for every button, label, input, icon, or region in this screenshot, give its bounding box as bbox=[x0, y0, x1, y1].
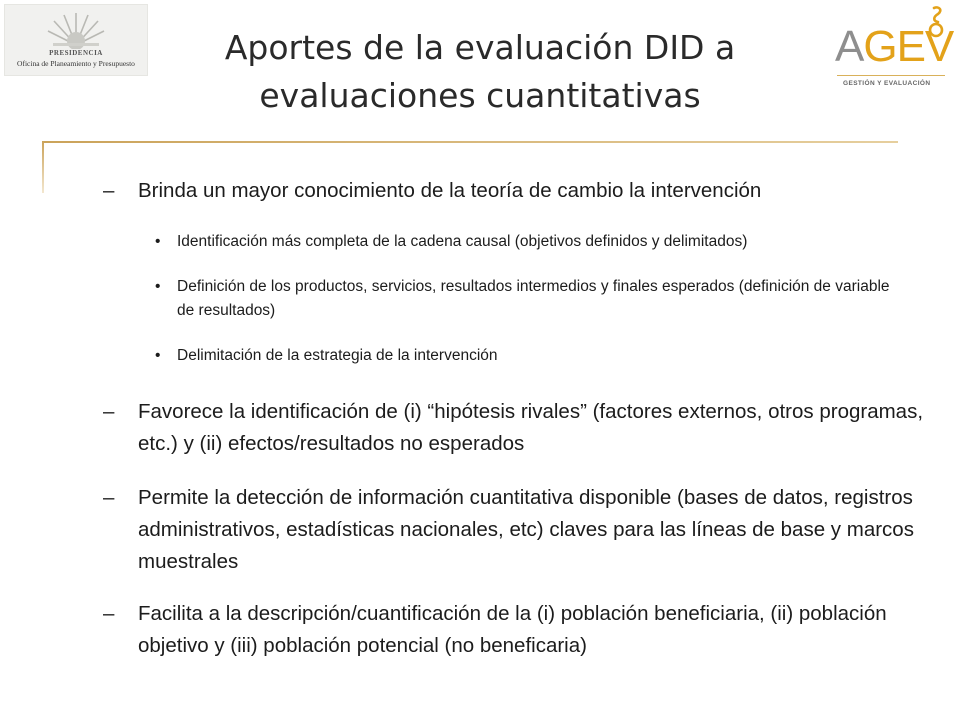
org-subtitle: Oficina de Planeamiento y Presupuesto bbox=[17, 59, 135, 68]
bullet-text: Permite la detección de información cuantitativa disponible (bases de datos, registros administrativos, estadísticas nacionales, etc) claves para las líneas de base y marcos muestrales bbox=[138, 486, 914, 573]
title-line-2: evaluaciones cuantitativas bbox=[259, 76, 701, 115]
dash-marker: – bbox=[103, 486, 115, 509]
accent-rule-vertical bbox=[42, 141, 44, 193]
accent-rule bbox=[42, 141, 898, 143]
dash-marker: – bbox=[103, 400, 115, 423]
bullet-dot: • bbox=[155, 233, 161, 250]
brand-rule bbox=[837, 75, 945, 76]
sub-bullet-text: Definición de los productos, servicios, resultados intermedios y finales esperados (definición de variable de resultados) bbox=[177, 278, 890, 319]
brand-a: A bbox=[835, 22, 864, 71]
title-line-1: Aportes de la evaluación DID a bbox=[224, 28, 736, 67]
bullet-text: Favorece la identificación de (i) “hipótesis rivales” (factores externos, otros programas, etc.) y (ii) efectos/resultados no esperados bbox=[138, 400, 924, 455]
bullet-dot: • bbox=[155, 347, 161, 364]
bullet-text: Brinda un mayor conocimiento de la teoría de cambio la intervención bbox=[138, 179, 762, 202]
sub-bullet-text: Identificación más completa de la cadena causal (objetivos definidos y delimitados) bbox=[177, 233, 748, 250]
sub-bullet-text: Delimitación de la estrategia de la intervención bbox=[177, 347, 498, 364]
bullet-text: Facilita a la descripción/cuantificación de la (i) población beneficiaria, (ii) población objetivo y (iii) población potencial (no beneficaria) bbox=[138, 602, 887, 657]
bullet-dot: • bbox=[155, 278, 161, 295]
slide-title bbox=[150, 24, 810, 120]
sun-emblem-icon bbox=[45, 9, 107, 49]
brand-gev: GEV bbox=[863, 22, 954, 71]
agev-brand bbox=[835, 22, 953, 72]
org-name: PRESIDENCIA bbox=[49, 49, 103, 57]
agev-logo bbox=[835, 4, 953, 92]
brand-tagline: GESTIÓN Y EVALUACIÓN bbox=[843, 80, 931, 87]
dash-marker: – bbox=[103, 179, 115, 202]
presidencia-logo bbox=[4, 4, 148, 76]
dash-marker: – bbox=[103, 602, 115, 625]
